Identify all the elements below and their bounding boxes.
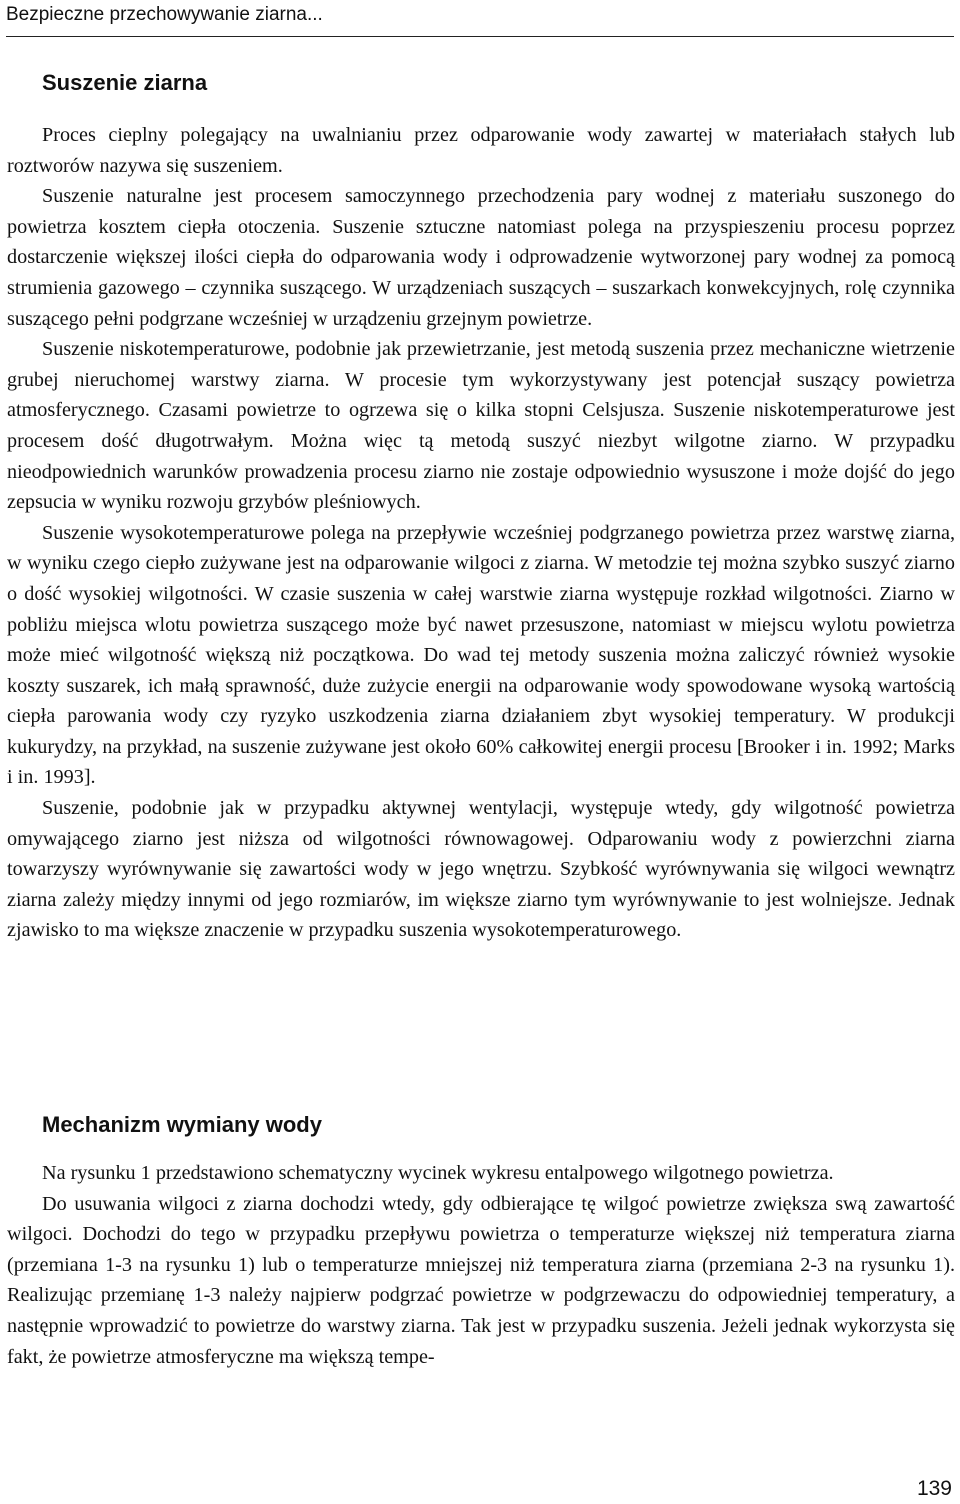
paragraph: Suszenie, podobnie jak w przypadku aktywnej wentylacji, występuje wtedy, gdy wilgotność powietrza omywającego ziarno jest niższa od wilgotności równowagowej. Odparowaniu wody z powierzchni ziarna towarzyszy wyrównywanie się zawartości wody w jego wnętrzu. Szybkość wyrównywania się wilgoci wewnątrz ziarna zależy między innymi od jego rozmiarów, im większe ziarno tym wyrównywanie to jest wolniejsze. Jednak zjawisko to ma większe znaczenie w przypadku suszenia wysokotemperaturowego. (7, 797, 955, 942)
running-header-title: Bezpieczne przechowywanie ziarna... (6, 4, 323, 25)
paragraph: Suszenie wysokotemperaturowe polega na przepływie wcześniej podgrzanego powietrza przez warstwę ziarna, w wyniku czego ciepło zużywane jest na odparowanie wilgoci z ziarna. W metodzie tej można szybko suszyć ziarno o dość wysokiej wilgotności. W czasie suszenia w całej warstwie ziarna występuje rozkład wilgotności. Ziarno w pobliżu miejsca wlotu powietrza suszącego może być nawet przesuszone, natomiast w miejscu wylotu powietrza może mieć wilgotność większą niż początkowa. Do wad tej metody suszenia można zaliczyć również wysokie koszty suszarek, ich małą sprawność, duże zużycie energii na odparowanie wody spowodowane wysoką wartością ciepła parowania wody czy ryzyko uszkodzenia ziarna działaniem zbyt wysokiej temperatury. W produkcji kukurydzy, na przykład, na suszenie zużywane jest około 60% całkowitej energii procesu [Brooker i in. 1992; Marks i in. 1993]. (7, 521, 955, 789)
section-mechanizm-wymiany-wody (7, 1108, 955, 1372)
paragraph: Suszenie niskotemperaturowe, podobnie jak przewietrzanie, jest metodą suszenia przez mechaniczne wietrzenie grubej nieruchomej warstwy ziarna. W procesie tym wykorzystywany jest potencjał suszący powietrza atmosferycznego. Czasami powietrze to ogrzewa się o kilka stopni Celsjusza. Suszenie niskotemperaturowe jest procesem dość długotrwałym. Można więc tą metodą suszyć niezbyt wilgotne ziarno. W przypadku nieodpowiednich warunków prowadzenia procesu ziarno nie zostaje odpowiednio wysuszone i może dojść do jego zepsucia w wyniku rozwoju grzybów pleśniowych. (7, 338, 955, 514)
section-suszenie-ziarna (7, 66, 955, 946)
running-header (6, 2, 954, 37)
page-number: 139 (916, 1477, 952, 1500)
paragraph: Proces cieplny polegający na uwalnianiu przez odparowanie wody zawartej w materiałach stałych lub roztworów nazywa się suszeniem. (7, 124, 955, 177)
paragraph: Suszenie naturalne jest procesem samoczynnego przechodzenia pary wodnej z materiału suszonego do powietrza kosztem ciepła otoczenia. Suszenie sztuczne natomiast polega na przyspieszeniu procesu poprzez dostarczenie większej ilości ciepła do odparowania wody i odprowadzenie wytworzonej pary wodnej za pomocą strumienia gazowego – czynnika suszącego. W urządzeniach suszących – suszarkach konwekcyjnych, rolę czynnika suszącego pełni podgrzane wcześniej w urządzeniu grzejnym powietrze. (7, 185, 955, 330)
paragraph: Do usuwania wilgoci z ziarna dochodzi wtedy, gdy odbierające tę wilgoć powietrze zwiększa swą zawartość wilgoci. Dochodzi do tego w przypadku przepływu powietrza o temperaturze większej niż temperatura ziarna (przemiana 1-3 na rysunku 1) lub o temperaturze mniejszej niż temperatura ziarna (przemiana 2-3 na rysunku 1). Realizując przemianę 1-3 należy najpierw podgrzać powietrze w podgrzewaczu do odpowiedniej temperatury, a następnie wprowadzić to powietrze do warstwy ziarna. Tak jest w przypadku suszenia. Jeżeli jednak wykorzysta się fakt, że powietrze atmosferyczne ma większą tempe- (7, 1192, 955, 1368)
paragraph: Na rysunku 1 przedstawiono schematyczny wycinek wykresu entalpowego wilgotnego powietrza. (42, 1162, 834, 1184)
section-title: Suszenie ziarna (42, 70, 208, 95)
section-title: Mechanizm wymiany wody (42, 1112, 322, 1137)
